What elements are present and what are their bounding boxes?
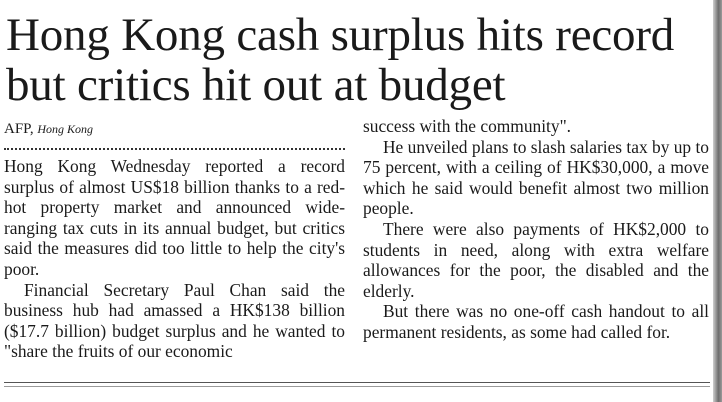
article-paragraph: He unveiled plans to slash salaries tax by up to 75 percent, with a ceiling of HK$30,000, a move which he said would benefit almost two million people. bbox=[363, 136, 710, 219]
article-paragraph: There were also payments of HK$2,000 to students in need, along with extra welfare allowances for the poor, the disabled and the elderly. bbox=[363, 218, 709, 301]
dotted-divider bbox=[4, 148, 345, 150]
bottom-rule-secondary bbox=[4, 386, 710, 387]
article-paragraph: But there was no one-off cash handout to all permanent residents, as some had called for. bbox=[363, 301, 709, 342]
article-paragraph: Financial Secretary Paul Chan said the business hub had amassed a HK$138 billion ($17.7 billion) budget surplus and he wanted to "share the fruits of our economic bbox=[4, 279, 345, 362]
bottom-rule bbox=[4, 382, 710, 383]
page-edge-shadow bbox=[713, 0, 722, 402]
byline bbox=[4, 118, 345, 140]
article-paragraph: success with the community". bbox=[363, 116, 572, 136]
headline-line-2: but critics hit out at budget bbox=[6, 59, 506, 111]
byline-agency: AFP, bbox=[4, 121, 34, 137]
headline bbox=[6, 10, 710, 110]
headline-line-1: Hong Kong cash surplus hits record bbox=[6, 9, 675, 61]
article-column-left bbox=[4, 118, 345, 362]
byline-place: Hong Kong bbox=[37, 122, 94, 136]
article-paragraph: Hong Kong Wednesday reported a record surplus of almost US$18 billion thanks to a red-hot property market and announced wide-ranging tax cuts in its annual budget, but critics said the measures did too little to help the city's poor. bbox=[4, 156, 345, 279]
article-column-right bbox=[363, 116, 709, 343]
